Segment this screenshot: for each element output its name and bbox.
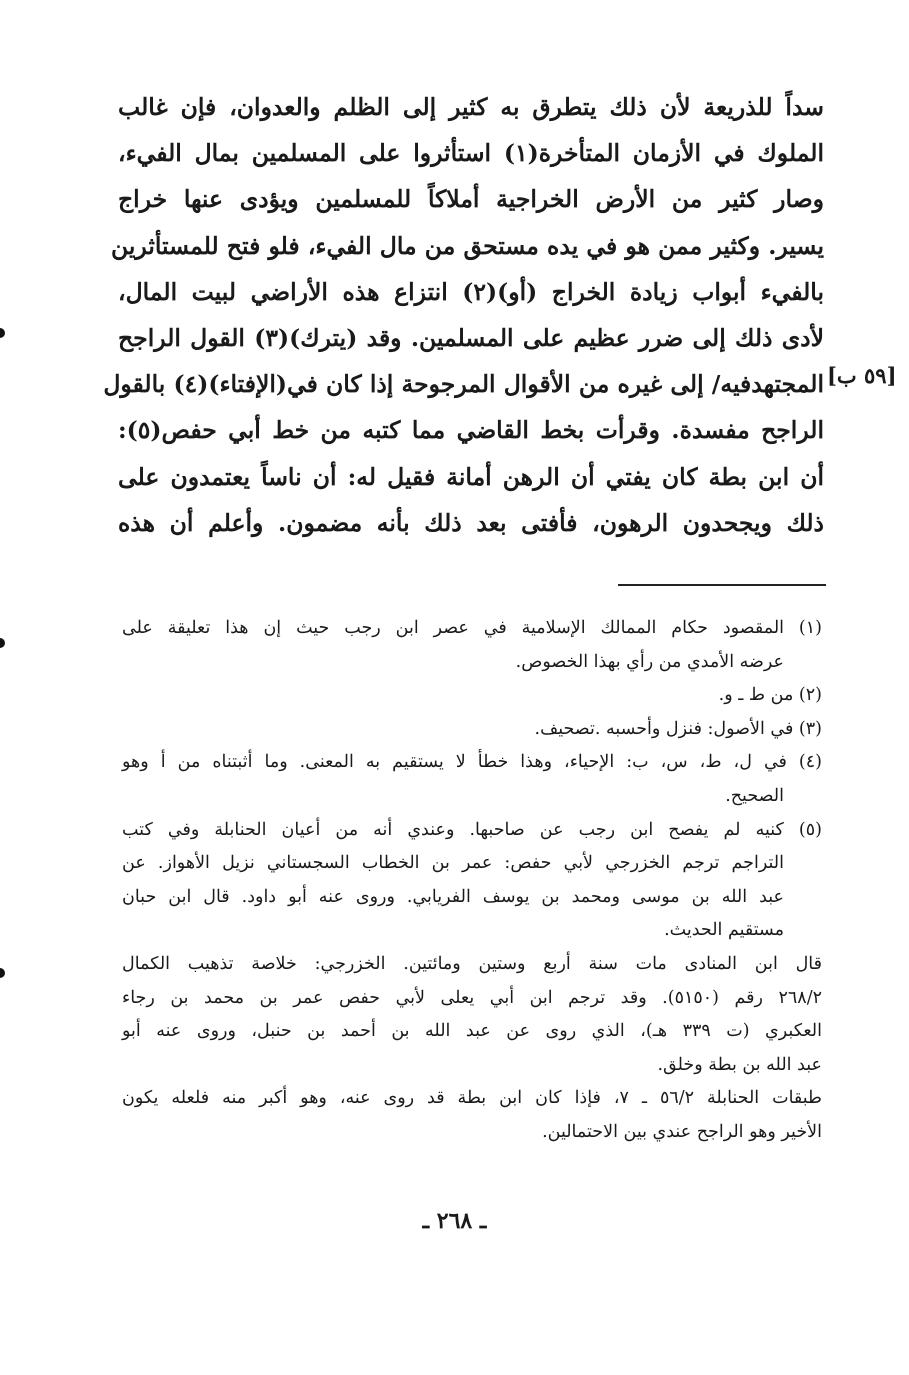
footnote-line: طبقات الحنابلة ٥٦/٢ ـ ٧، فإذا كان ابن بطة قد روى عنه، وهو أكبر منه فلعله يكون (122, 1088, 822, 1109)
body-line: المجتهدفيه/ إلى غيره من الأقوال المرجوحة إذا كان في(الإفتاء)(٤) بالقول (103, 370, 824, 399)
body-line: سداً للذريعة لأن ذلك يتطرق به كثير إلى الظلم والعدوان، فإن غالب (118, 93, 824, 121)
footnote-line: قال ابن المنادى مات سنة أربع وستين ومائتين. الخزرجي: خلاصة تذهيب الكمال (122, 953, 822, 974)
footnote-line: عبد الله بن موسى ومحمد بن يوسف الفريابي. وروى عنه أبو داود. قال ابن حبان (122, 886, 784, 907)
body-line: ذلك ويجحدون الرهون، فأفتى بعد ذلك بأنه مضمون. وأعلم أن هذه (118, 508, 824, 537)
footnote-line: مستقيم الحديث. (664, 920, 784, 941)
footnote-line: (١) المقصود حكام الممالك الإسلامية في عصر ابن رجب حيث إن هذا تعليقة على (122, 618, 822, 638)
footnote-line: (٥) كنيه لم يفصح ابن رجب عن صاحبها. وعندي أنه من أعيان الحنابلة وفي كتب (122, 819, 822, 840)
body-line: وصار كثير من الأرض الخراجية أملاكاً للمسلمين ويؤدى عنها خراج (118, 185, 824, 214)
body-line: بالفيء أبواب زيادة الخراج (أو)(٢) انتزاع هذه الأراضي لبيت المال، (118, 277, 824, 306)
body-line: يسير. وكثير ممن هو في يده مستحق من مال الفيء، فلو فتح للمستأثرين (110, 231, 824, 260)
footnote-line: التراجم ترجم الخزرجي لأبي حفص: عمر بن الخطاب السجستاني نزيل الأهواز. عن (122, 853, 784, 874)
binding-hole-mark (0, 638, 5, 648)
footnote-line: الأخير وهو الراجح عندي بين الاحتمالين. (542, 1121, 822, 1142)
body-line: أن ابن بطة كان يفتي أن الرهن أمانة فقيل له: أن ناساً يعتمدون على (118, 462, 824, 491)
body-line: الملوك في الأزمان المتأخرة(١) استأثروا على المسلمين بمال الفيء، (118, 139, 825, 168)
binding-hole-mark (0, 328, 5, 338)
footnote-separator (618, 584, 826, 586)
footnote-line: العكبري (ت ٣٣٩ هـ)، الذي روى عن عبد الله بن أحمد بن حنبل، وروى عنه أبو (122, 1021, 822, 1042)
footnote-line: عرضه الأمدي من رأي بهذا الخصوص. (515, 651, 784, 672)
footnote-line: (٢) من ط ـ و. (718, 685, 822, 706)
binding-hole-mark (0, 968, 5, 978)
footnote-line: عبد الله بن بطة وخلق. (657, 1054, 822, 1075)
page-number: ـ ٢٦٨ ـ (422, 1208, 487, 1234)
footnote-line: (٤) في ل، ط، س، ب: الإحياء، وهذا خطأ لا يستقيم به المعنى. وما أثبتناه من أ وهو (122, 752, 822, 773)
body-line: الراجح مفسدة. وقرأت بخط القاضي مما كتبه من خط أبي حفص(٥): (118, 416, 824, 445)
footnote-line: الصحيح. (725, 785, 784, 806)
footnote-line: (٣) في الأصول: فنزل وأحسبه .تصحيف. (534, 718, 822, 739)
footnotes-section (122, 612, 822, 1150)
body-line: لأدى ذلك إلى ضرر عظيم على المسلمين. وقد (يترك)(٣) القول الراجح (118, 323, 824, 352)
manuscript-folio-note: [٥٩ ب] (827, 363, 897, 388)
footnote-line: ٢٦٨/٢ رقم (٥١٥٠). وقد ترجم ابن أبي يعلى لأبي حفص عمر بن محمد بن رجاء (122, 987, 822, 1008)
main-body-text (103, 84, 825, 546)
